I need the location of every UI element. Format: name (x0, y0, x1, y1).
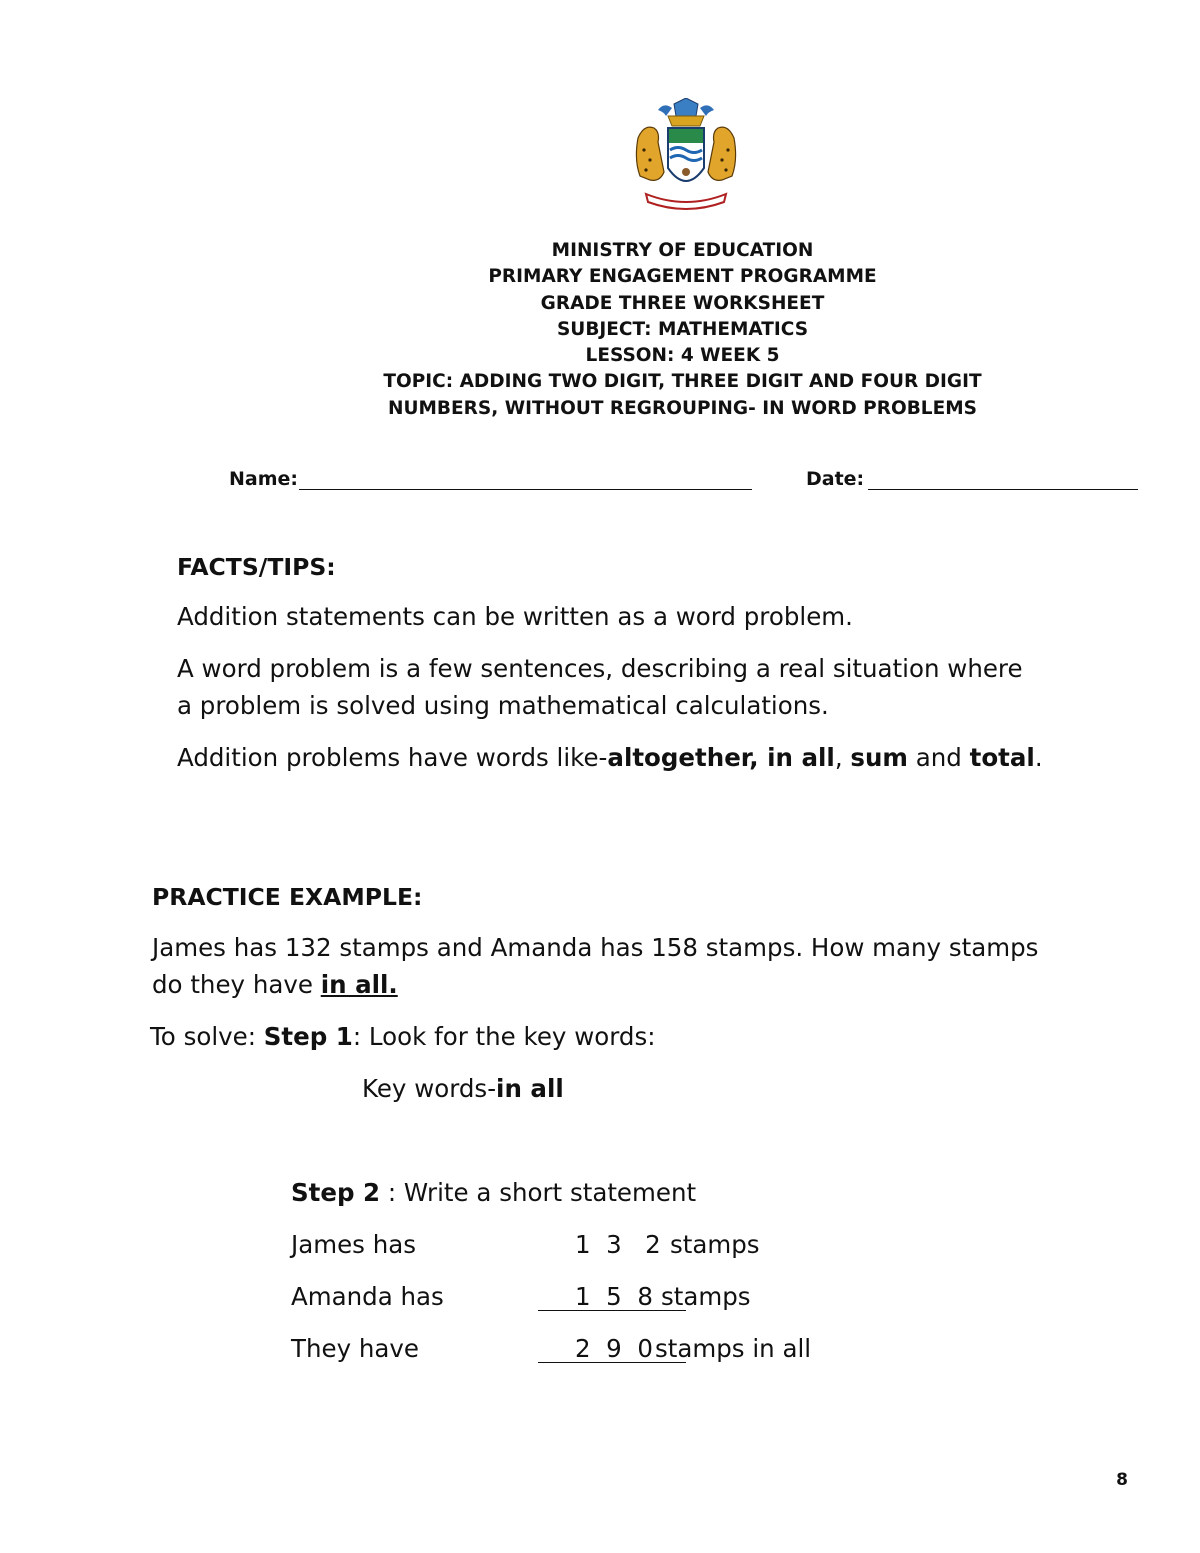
facts-p3-comma: , (834, 743, 851, 772)
keyword-total: total (969, 743, 1035, 772)
facts-paragraph-1: Addition statements can be written as a word problem. (177, 602, 853, 631)
key-words-value: in all (496, 1074, 564, 1103)
date-label: Date: (806, 468, 865, 490)
row-label-they: They have (291, 1334, 419, 1363)
facts-paragraph-3 (177, 739, 1043, 776)
coat-of-arms-logo (628, 98, 744, 214)
practice-question-line2 (152, 966, 398, 1003)
row-number-total: 2 9 0 (575, 1334, 653, 1363)
step1-line (150, 1018, 655, 1055)
header-topic-line1: TOPIC: ADDING TWO DIGIT, THREE DIGIT AND FOUR DIGIT (383, 371, 982, 393)
facts-p3-period: . (1034, 743, 1043, 772)
addition-underline-top (538, 1310, 686, 1311)
step2-line (291, 1174, 696, 1211)
keyword-in-all: in all. (320, 970, 398, 999)
header-grade: GRADE THREE WORKSHEET (540, 292, 825, 314)
facts-heading: FACTS/TIPS: (177, 553, 336, 581)
addition-underline-bottom (538, 1362, 686, 1363)
header-programme: PRIMARY ENGAGEMENT PROGRAMME (488, 266, 877, 288)
to-solve-label: To solve: (150, 1022, 264, 1051)
keyword-altogether-in-all: altogether, in all (607, 743, 835, 772)
practice-question-text: do they have (152, 970, 321, 999)
row-label-amanda: Amanda has (291, 1282, 444, 1311)
key-words-label: Key words- (362, 1074, 497, 1103)
step1-text: : Look for the key words: (352, 1022, 656, 1051)
row-number-amanda: 1 5 8 (575, 1282, 653, 1311)
step1-label: Step 1 (263, 1022, 353, 1051)
facts-paragraph-2-line1: A word problem is a few sentences, describing a real situation where (177, 654, 1023, 683)
key-words-line (362, 1070, 564, 1107)
row-label-james: James has (291, 1230, 417, 1259)
row-suffix-total: stamps in all (655, 1334, 812, 1363)
date-field[interactable] (868, 469, 1138, 490)
row-suffix-amanda: stamps (661, 1282, 751, 1311)
practice-question-line1: James has 132 stamps and Amanda has 158 stamps. How many stamps (152, 933, 1039, 962)
facts-p3-text: Addition problems have words like- (177, 743, 608, 772)
row-suffix-james: stamps (670, 1230, 760, 1259)
step2-label: Step 2 (291, 1178, 381, 1207)
row-number-james: 1 3 2 (575, 1230, 661, 1259)
name-field[interactable] (299, 469, 752, 490)
header-lesson: LESSON: 4 WEEK 5 (585, 345, 780, 367)
header-subject: SUBJECT: MATHEMATICS (556, 318, 809, 340)
keyword-sum: sum (850, 743, 908, 772)
facts-p3-and: and (907, 743, 970, 772)
step2-text: : Write a short statement (380, 1178, 697, 1207)
practice-heading: PRACTICE EXAMPLE: (152, 883, 423, 911)
header-topic-line2: NUMBERS, WITHOUT REGROUPING- IN WORD PROBLEMS (388, 397, 977, 419)
page-number: 8 (1116, 1470, 1128, 1490)
facts-paragraph-2-line2: a problem is solved using mathematical calculations. (177, 691, 829, 720)
worksheet-header (300, 238, 1065, 422)
header-ministry: MINISTRY OF EDUCATION (551, 240, 814, 261)
name-label: Name: (229, 468, 299, 490)
